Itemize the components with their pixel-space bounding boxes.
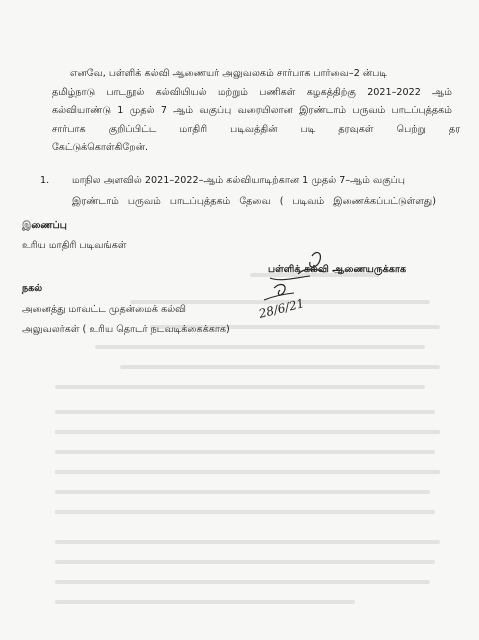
paragraph-line: சார்பாக குறிப்பிட்ட மாதிரி படிவத்தின் படி தரவுகள் பெற்று தர bbox=[52, 123, 461, 135]
paragraph-line: தமிழ்நாடு பாடநூல் கல்வியியல் மற்றும் பணிகள் கழகத்திற்கு 2021–2022 ஆம் bbox=[52, 86, 452, 98]
body-paragraph bbox=[52, 65, 461, 158]
paragraph-line: எனவே, பள்ளிக் கல்வி ஆணையர் அலுவலகம் சார்பாக பார்வை–2 ன்படி bbox=[70, 68, 387, 79]
list-item-line: மாநில அளவில் 2021–2022–ஆம் கல்வியாடிற்கான 1 முதல் 7–ஆம் வகுப்பு bbox=[72, 175, 405, 186]
enclosure-heading: இணைப்பு bbox=[22, 220, 67, 231]
list-item-line: இரண்டாம் பருவம் பாடப்புத்தகம் தேவை ( படிவம் இணைக்கப்பட்டுள்ளது) bbox=[72, 196, 436, 207]
paragraph-line: கல்வியாண்டு 1 முதல் 7 ஆம் வகுப்பு வரையிலான இரண்டாம் பருவம் பாடப்புத்தகம் bbox=[52, 105, 452, 116]
signature-date: 28/6/21 bbox=[257, 296, 306, 321]
handwritten-signature bbox=[250, 248, 340, 328]
copy-recipient-line: அனைத்து மாவட்ட முதன்மைக் கல்வி bbox=[22, 304, 187, 315]
copy-recipient-line: அலுவலர்கள் ( உரிய தொடர் நடவடிக்கைக்காக) bbox=[22, 324, 230, 335]
list-number: 1. bbox=[40, 175, 50, 186]
signatory-line: பள்ளிக் கல்வி ஆணையருக்காக bbox=[268, 264, 407, 275]
enclosure-text: உரிய மாதிரி படிவங்கள் bbox=[22, 240, 127, 251]
paragraph-line: கேட்டுக்கொள்கிறேன். bbox=[52, 142, 149, 153]
copy-heading: நகல் bbox=[22, 283, 43, 294]
